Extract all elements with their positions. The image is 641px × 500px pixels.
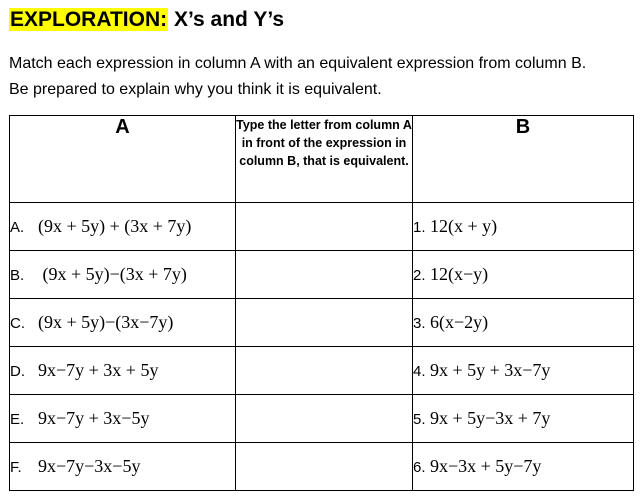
answer-input-cell[interactable] (236, 203, 413, 251)
column-a-header: A (10, 116, 236, 203)
table-row (10, 395, 634, 443)
instructions-line-1: Match each expression in column A with an equivalent expression from column B. (9, 55, 587, 72)
column-b-cell (413, 251, 634, 299)
column-b-cell (413, 347, 634, 395)
column-b-cell (413, 443, 634, 491)
expression-b: 12(x + y) (429, 216, 498, 236)
answer-input-cell[interactable] (236, 251, 413, 299)
table-header-row (10, 116, 634, 203)
expression-a: 9x−7y + 3x−5y (38, 408, 150, 428)
table-row (10, 347, 634, 395)
title-text: X’s and Y’s (168, 8, 285, 31)
matching-table (9, 115, 634, 491)
answer-column-header: Type the letter from column A in front of the expression in column B, that is equivalent. (236, 116, 413, 203)
expression-letter: F. (10, 459, 22, 476)
expression-number: 2. (413, 267, 426, 284)
expression-b: 9x−3x + 5y−7y (429, 456, 542, 476)
expression-a: (9x + 5y) + (3x + 7y) (38, 216, 192, 236)
column-b-cell (413, 395, 634, 443)
table-row (10, 251, 634, 299)
expression-letter: B. (10, 267, 25, 284)
expression-a: 9x−7y + 3x + 5y (38, 360, 159, 380)
title-highlight: EXPLORATION: (10, 8, 168, 31)
answer-input-cell[interactable] (236, 443, 413, 491)
table-row (10, 443, 634, 491)
column-a-cell (10, 251, 236, 299)
expression-letter: D. (10, 363, 25, 380)
table-row (10, 299, 634, 347)
expression-a: (9x + 5y)−(3x−7y) (38, 312, 174, 332)
instructions (9, 51, 637, 103)
table-row (10, 203, 634, 251)
answer-input-cell[interactable] (236, 347, 413, 395)
expression-number: 5. (413, 411, 426, 428)
expression-a: (9x + 5y)−(3x + 7y) (38, 264, 187, 284)
expression-b: 12(x−y) (429, 264, 489, 284)
expression-b: 9x + 5y−3x + 7y (429, 408, 551, 428)
expression-number: 4. (413, 363, 426, 380)
column-a-cell (10, 395, 236, 443)
column-b-header: B (413, 116, 634, 203)
column-b-cell (413, 203, 634, 251)
expression-letter: E. (10, 411, 25, 428)
column-a-cell (10, 347, 236, 395)
expression-number: 3. (413, 315, 426, 332)
expression-letter: C. (10, 315, 25, 332)
answer-input-cell[interactable] (236, 395, 413, 443)
expression-letter: A. (10, 219, 25, 236)
column-a-cell (10, 203, 236, 251)
expression-number: 6. (413, 459, 426, 476)
page-title (9, 6, 284, 34)
column-a-cell (10, 299, 236, 347)
expression-b: 6(x−2y) (429, 312, 489, 332)
expression-a: 9x−7y−3x−5y (38, 456, 141, 476)
expression-number: 1. (413, 219, 426, 236)
column-b-cell (413, 299, 634, 347)
answer-input-cell[interactable] (236, 299, 413, 347)
column-a-cell (10, 443, 236, 491)
expression-b: 9x + 5y + 3x−7y (429, 360, 551, 380)
instructions-line-2: Be prepared to explain why you think it is equivalent. (9, 81, 382, 98)
